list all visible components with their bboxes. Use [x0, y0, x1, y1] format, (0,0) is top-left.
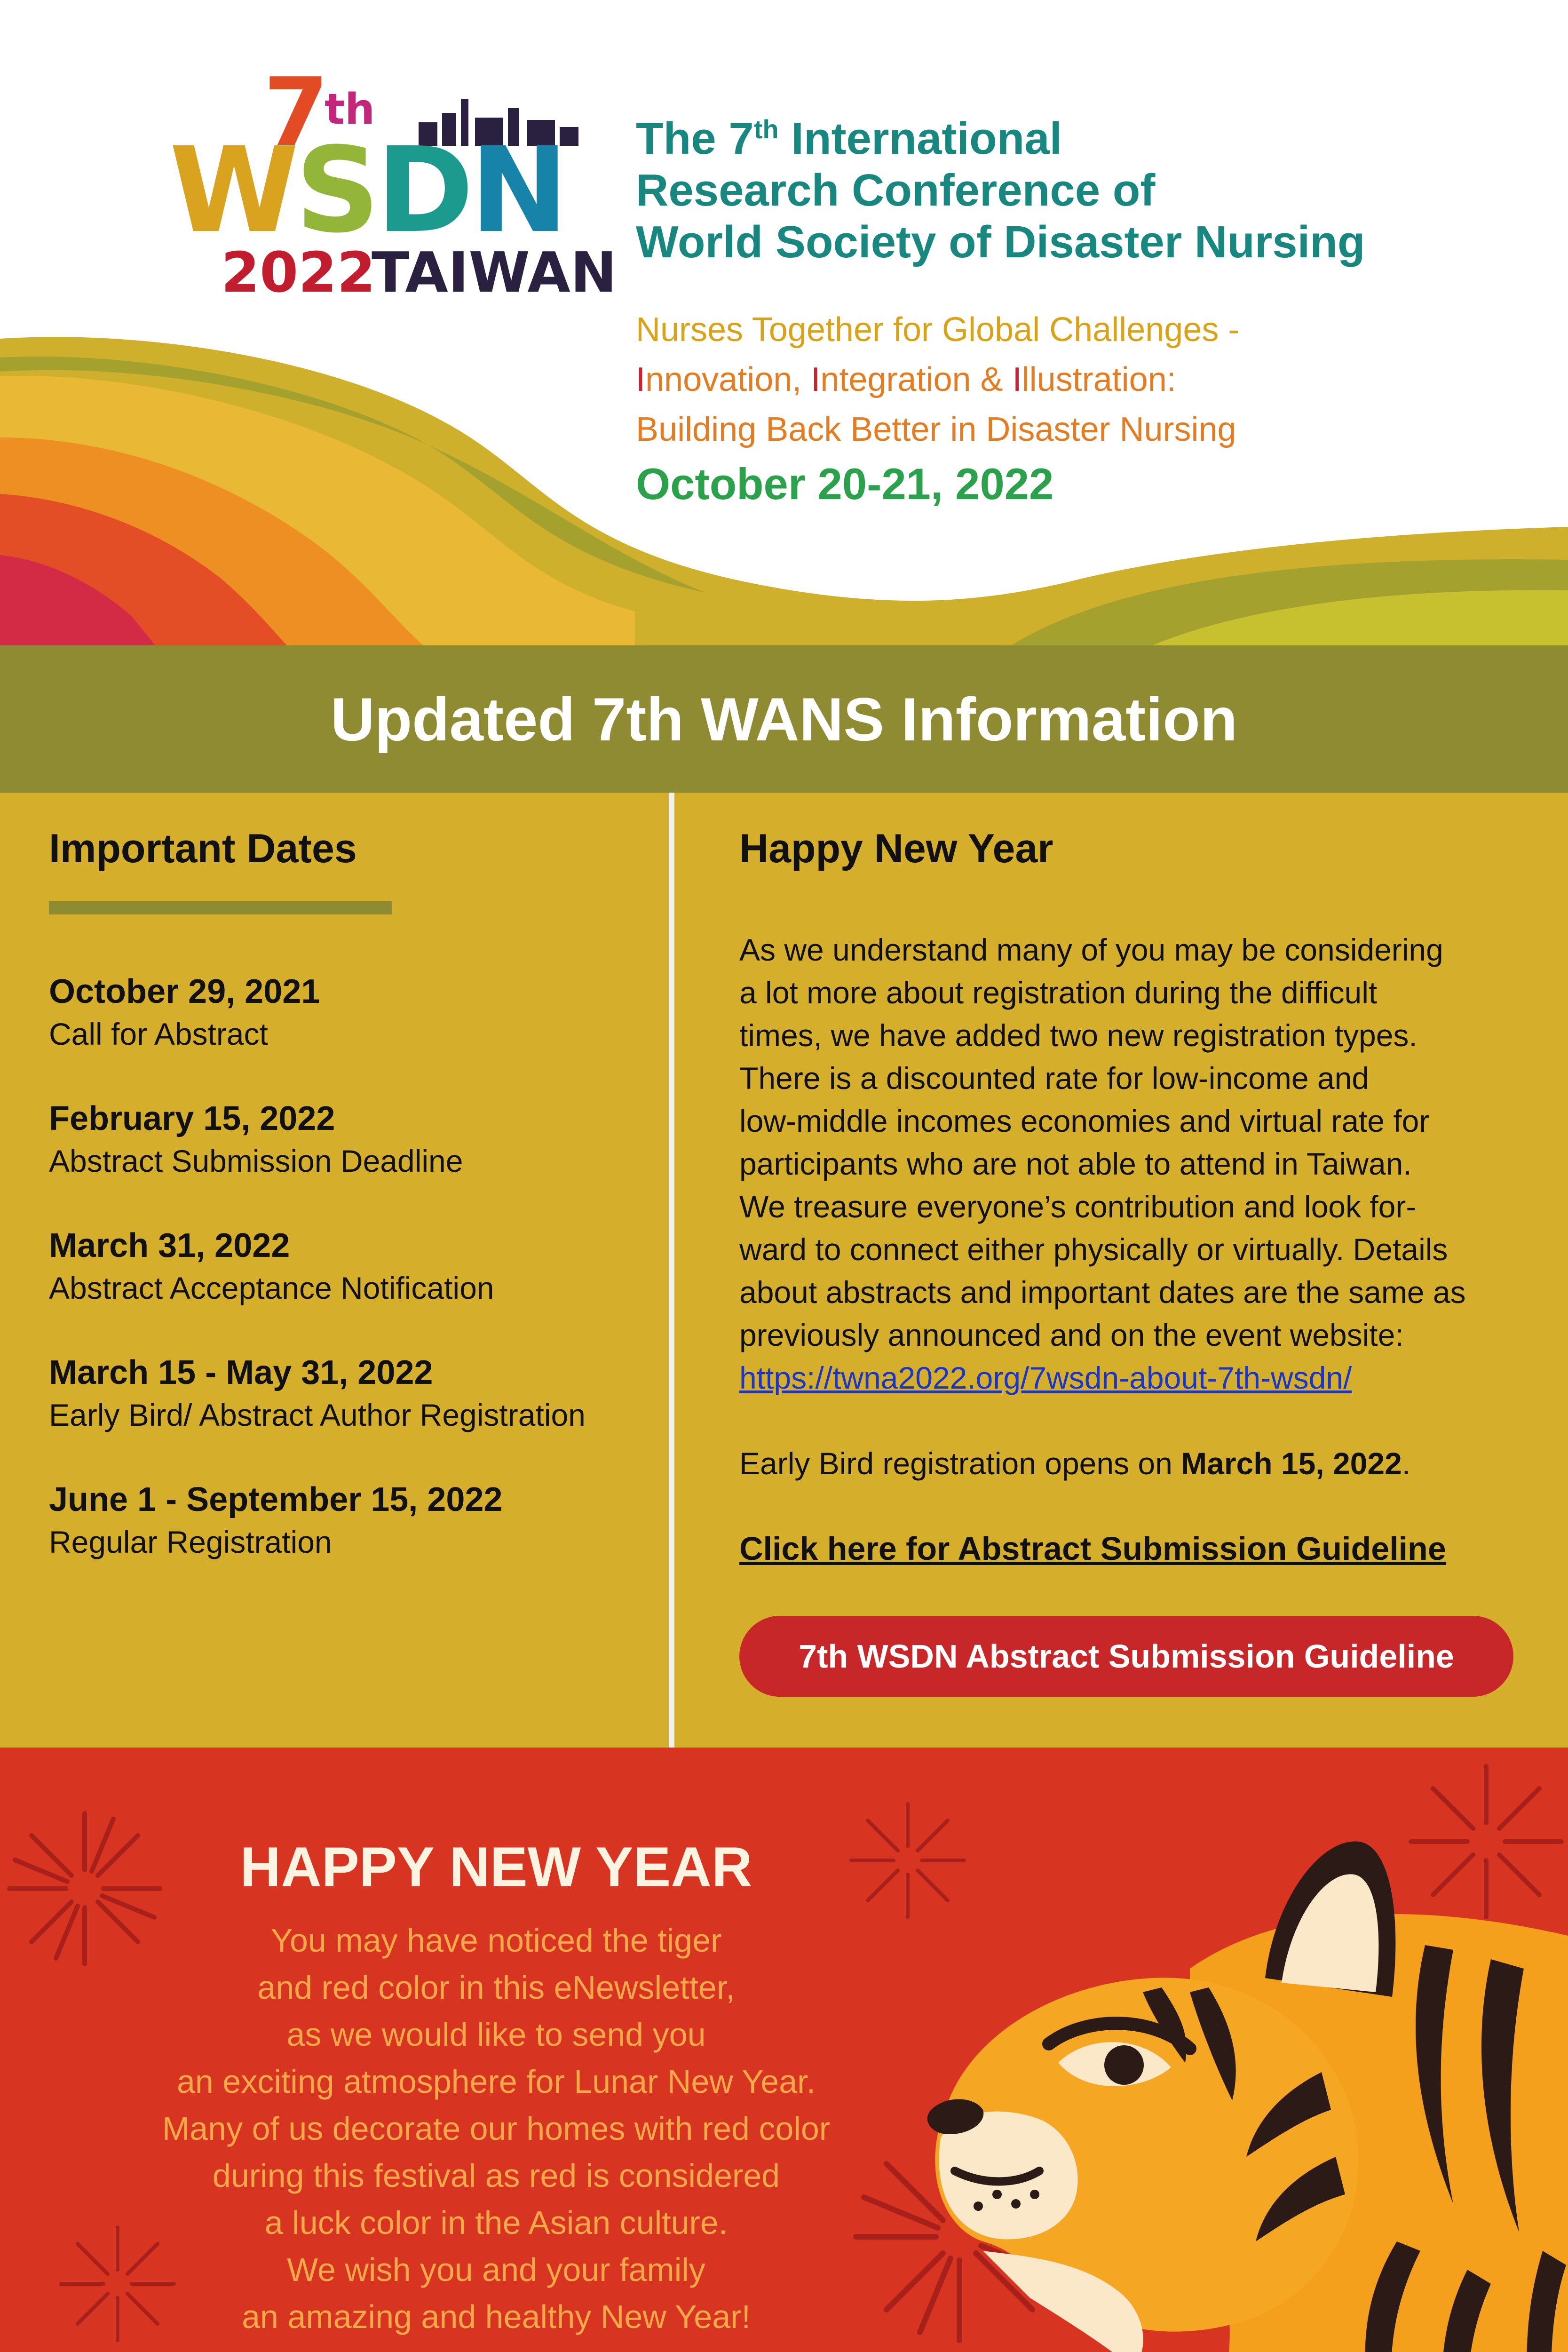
happy-new-year-section — [0, 1748, 1568, 2352]
date-item — [49, 1351, 651, 1436]
date-label: October 29, 2021 — [49, 973, 320, 1010]
happy-new-year-info — [739, 826, 1529, 1570]
date-event: Early Bird/ Abstract Author Registration — [49, 1398, 586, 1432]
updated-info-banner — [0, 645, 1568, 793]
early-bird-text: Early Bird registration opens on March 15, 2022. — [739, 1446, 1411, 1481]
banner-title: Updated 7th WANS Information — [330, 684, 1238, 754]
important-dates-heading: Important Dates — [49, 826, 357, 871]
date-item — [49, 1097, 651, 1182]
date-item — [49, 1478, 651, 1563]
logo-country: TAIWAN — [372, 240, 617, 305]
column-divider — [669, 793, 674, 1748]
wsdn-logo — [169, 58, 617, 305]
conference-date: October 20-21, 2022 — [636, 459, 1054, 509]
date-label: February 15, 2022 — [49, 1100, 335, 1137]
date-label: March 31, 2022 — [49, 1227, 290, 1264]
abstract-guideline-link[interactable]: Click here for Abstract Submission Guideline — [739, 1530, 1446, 1567]
important-dates — [49, 826, 651, 1563]
conference-title: The 7th International Research Conference of World Society of Disaster Nursing — [636, 113, 1365, 267]
registration-body-text: As we understand many of you may be considering a lot more about registration during the difficult times, we have added two new registration types. There is a discounted rate for low-income and low-middle incomes economies and virtual rate for participants who are not able to attend in Taiwan. We treasure everyone’s contribution and look for- ward to connect either physically or virtually. Details about abstracts and important dates are the same as previously announced and on the event website: — [739, 932, 1466, 1352]
date-item — [49, 1224, 651, 1309]
info-section — [0, 793, 1568, 1748]
date-label: March 15 - May 31, 2022 — [49, 1354, 433, 1391]
date-event: Regular Registration — [49, 1525, 332, 1559]
tiger-illustration — [861, 1780, 1568, 2352]
happy-new-year-heading: Happy New Year — [739, 826, 1053, 871]
logo-wsdn: WSDN — [169, 122, 565, 259]
heading-underline — [49, 901, 392, 914]
logo-th: th — [325, 85, 375, 134]
date-event: Abstract Submission Deadline — [49, 1144, 463, 1178]
date-label: June 1 - September 15, 2022 — [49, 1481, 503, 1518]
header — [0, 0, 1568, 645]
logo-seven: 7 — [263, 58, 329, 167]
date-event: Call for Abstract — [49, 1017, 268, 1051]
conference-theme: Nurses Together for Global Challenges - Innovation, Integration & Illustration: Building Back Better in Disaster Nursing — [636, 311, 1240, 448]
date-event: Abstract Acceptance Notification — [49, 1271, 494, 1305]
happy-new-year-title: HAPPY NEW YEAR — [240, 1836, 752, 1899]
date-item — [49, 970, 651, 1055]
new-year-message: You may have noticed the tiger and red color in this eNewsletter, as we would like to send you an exciting atmosphere for Lunar New Year. Many of us decorate our homes with red color during this festival as red is considered a luck color in the Asian culture. We wish you and your family an amazing and healthy New Year! — [162, 1922, 831, 2335]
abstract-guideline-button[interactable]: 7th WSDN Abstract Submission Guideline — [739, 1616, 1513, 1697]
event-website-link[interactable]: https://twna2022.org/7wsdn-about-7th-wsdn/ — [739, 1360, 1352, 1395]
logo-year: 2022 — [221, 240, 376, 305]
